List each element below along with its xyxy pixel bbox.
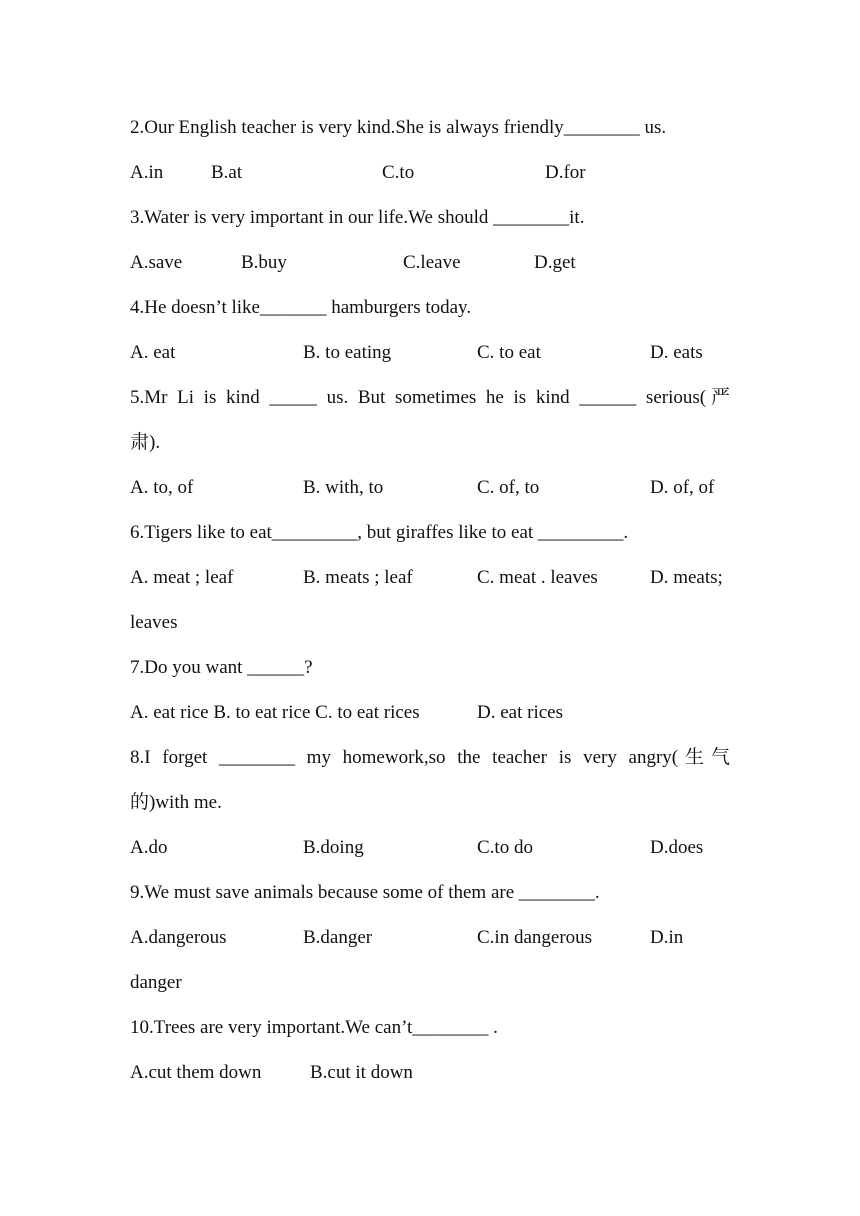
option-d: D. eat rices xyxy=(477,702,563,723)
option-b: B.buy xyxy=(241,252,287,273)
options-a-b-c: A. eat rice B. to eat rice C. to eat rices xyxy=(130,702,420,723)
option-d: D. eats xyxy=(650,342,703,363)
option-a: A.in xyxy=(130,162,164,183)
option-d: D.for xyxy=(545,162,586,183)
option-c: C.leave xyxy=(403,252,461,273)
question-5-stem: 5.Mr Li is kind _____ us. But sometimes he is kind ______ serious(严 xyxy=(130,387,730,408)
question-2-stem: 2.Our English teacher is very kind.She is always friendly________ us. xyxy=(130,117,667,138)
option-c: C. meat . leaves xyxy=(477,567,598,588)
option-a: A.save xyxy=(130,252,183,273)
option-a: A.dangerous xyxy=(130,927,227,948)
option-b: B. with, to xyxy=(303,477,384,498)
option-d: D.in xyxy=(650,927,684,948)
option-c: C. of, to xyxy=(477,477,540,498)
question-6-stem: 6.Tigers like to eat_________, but giraffes like to eat _________. xyxy=(130,522,629,543)
option-d: D.does xyxy=(650,837,704,858)
option-a: A. meat ; leaf xyxy=(130,567,234,588)
question-9-options-continued: danger xyxy=(130,972,182,993)
question-7-stem: 7.Do you want ______? xyxy=(130,657,313,678)
option-d: D.get xyxy=(534,252,576,273)
option-b: B. to eating xyxy=(303,342,392,363)
option-d: D. of, of xyxy=(650,477,715,498)
option-a: A.cut them down xyxy=(130,1062,262,1083)
option-c: C.to xyxy=(382,162,415,183)
question-10-stem: 10.Trees are very important.We can’t________ . xyxy=(130,1017,498,1038)
question-5-stem-continued: 肃). xyxy=(130,432,161,453)
option-a: A.do xyxy=(130,837,168,858)
option-c: C. to eat xyxy=(477,342,541,363)
question-4-stem: 4.He doesn’t like_______ hamburgers today. xyxy=(130,297,472,318)
question-8-stem-continued: 的)with me. xyxy=(130,792,222,813)
question-8-stem: 8.I forget ________ my homework,so the teacher is very angry(生气 xyxy=(130,747,730,768)
question-3-stem: 3.Water is very important in our life.We should ________it. xyxy=(130,207,585,228)
option-a: A. to, of xyxy=(130,477,194,498)
option-b: B.danger xyxy=(303,927,373,948)
question-6-options-continued: leaves xyxy=(130,612,178,633)
option-b: B.cut it down xyxy=(310,1062,413,1083)
option-a: A. eat xyxy=(130,342,176,363)
option-d: D. meats; xyxy=(650,567,723,588)
option-b: B. meats ; leaf xyxy=(303,567,413,588)
question-9-stem: 9.We must save animals because some of them are ________. xyxy=(130,882,600,903)
option-c: C.in dangerous xyxy=(477,927,593,948)
option-c: C.to do xyxy=(477,837,533,858)
option-b: B.doing xyxy=(303,837,364,858)
option-b: B.at xyxy=(211,162,243,183)
